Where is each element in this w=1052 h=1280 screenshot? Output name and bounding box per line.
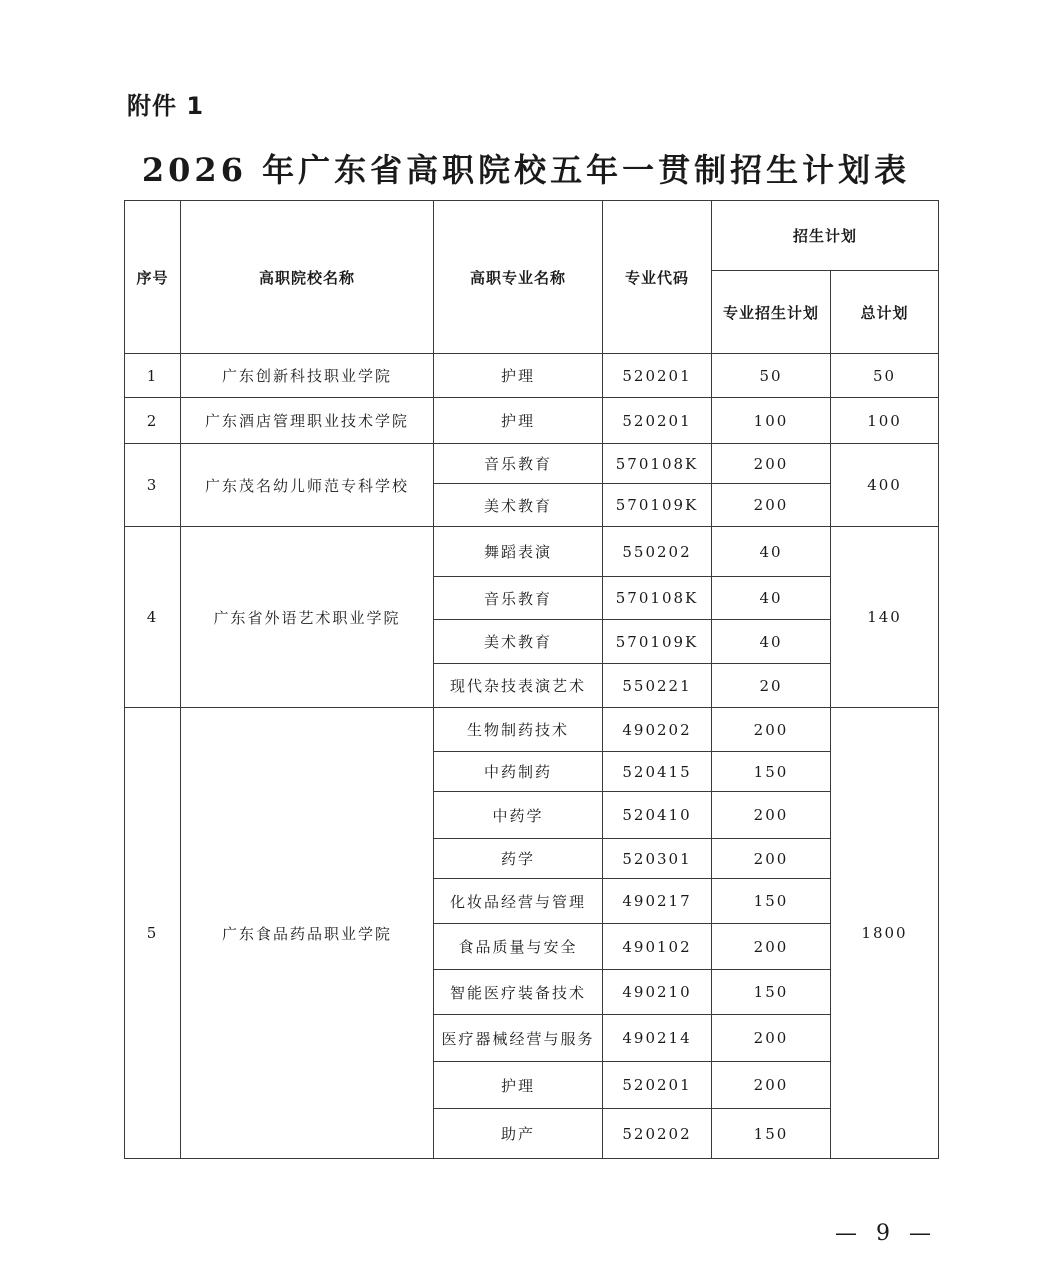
major-name: 智能医疗装备技术 [434, 970, 603, 1015]
major-code: 520201 [603, 1062, 712, 1109]
major-code: 570108K [603, 444, 712, 484]
major-name: 美术教育 [434, 620, 603, 664]
header-major: 高职专业名称 [434, 201, 603, 354]
major-name: 化妆品经营与管理 [434, 879, 603, 924]
major-name: 美术教育 [434, 484, 603, 527]
major-plan: 150 [712, 970, 831, 1015]
major-code: 520202 [603, 1109, 712, 1159]
major-plan: 40 [712, 620, 831, 664]
major-name: 护理 [434, 1062, 603, 1109]
major-name: 中药制药 [434, 752, 603, 792]
school-total: 1800 [831, 708, 939, 1159]
major-plan: 200 [712, 1062, 831, 1109]
major-name: 中药学 [434, 792, 603, 839]
major-code: 550202 [603, 527, 712, 577]
school-name: 广东食品药品职业学院 [181, 708, 434, 1159]
school-index: 4 [125, 527, 181, 708]
major-plan: 200 [712, 924, 831, 970]
major-code: 570108K [603, 577, 712, 620]
school-index: 1 [125, 354, 181, 398]
document-title: 2026 年广东省高职院校五年一贯制招生计划表 [141, 151, 911, 189]
major-plan: 200 [712, 708, 831, 752]
school-index: 3 [125, 444, 181, 527]
major-name: 食品质量与安全 [434, 924, 603, 970]
school-name: 广东省外语艺术职业学院 [181, 527, 434, 708]
major-plan: 200 [712, 792, 831, 839]
school-total: 50 [831, 354, 939, 398]
header-major-plan: 专业招生计划 [712, 271, 831, 354]
table-row [125, 354, 939, 398]
major-name: 助产 [434, 1109, 603, 1159]
table-row [125, 708, 939, 752]
major-plan: 150 [712, 1109, 831, 1159]
major-code: 490214 [603, 1015, 712, 1062]
major-plan: 50 [712, 354, 831, 398]
major-plan: 100 [712, 398, 831, 444]
major-code: 570109K [603, 484, 712, 527]
school-name: 广东酒店管理职业技术学院 [181, 398, 434, 444]
header-total-plan: 总计划 [831, 271, 939, 354]
major-plan: 200 [712, 1015, 831, 1062]
major-name: 护理 [434, 398, 603, 444]
major-name: 现代杂技表演艺术 [434, 664, 603, 708]
table-row [125, 527, 939, 577]
major-code: 490210 [603, 970, 712, 1015]
major-name: 生物制药技术 [434, 708, 603, 752]
major-plan: 200 [712, 484, 831, 527]
school-total: 400 [831, 444, 939, 527]
major-code: 520415 [603, 752, 712, 792]
major-name: 音乐教育 [434, 444, 603, 484]
school-name: 广东创新科技职业学院 [181, 354, 434, 398]
major-name: 医疗器械经营与服务 [434, 1015, 603, 1062]
header-plan-group: 招生计划 [712, 201, 939, 271]
enrollment-plan-table [124, 200, 939, 1159]
attachment-label: 附件 1 [127, 92, 205, 120]
major-name: 舞蹈表演 [434, 527, 603, 577]
major-plan: 200 [712, 839, 831, 879]
school-total: 140 [831, 527, 939, 708]
table-row [125, 444, 939, 484]
school-index: 5 [125, 708, 181, 1159]
major-plan: 150 [712, 879, 831, 924]
major-plan: 200 [712, 444, 831, 484]
header-code: 专业代码 [603, 201, 712, 354]
school-total: 100 [831, 398, 939, 444]
major-code: 520201 [603, 354, 712, 398]
header-school: 高职院校名称 [181, 201, 434, 354]
major-code: 520410 [603, 792, 712, 839]
major-code: 520201 [603, 398, 712, 444]
major-code: 550221 [603, 664, 712, 708]
major-code: 490202 [603, 708, 712, 752]
major-plan: 40 [712, 527, 831, 577]
major-code: 570109K [603, 620, 712, 664]
table-row [125, 398, 939, 444]
major-code: 490102 [603, 924, 712, 970]
major-plan: 150 [712, 752, 831, 792]
major-name: 药学 [434, 839, 603, 879]
major-code: 520301 [603, 839, 712, 879]
major-name: 音乐教育 [434, 577, 603, 620]
major-code: 490217 [603, 879, 712, 924]
major-plan: 20 [712, 664, 831, 708]
school-name: 广东茂名幼儿师范专科学校 [181, 444, 434, 527]
school-index: 2 [125, 398, 181, 444]
major-name: 护理 [434, 354, 603, 398]
page-number: — 9 — [835, 1221, 937, 1246]
header-index: 序号 [125, 201, 181, 354]
major-plan: 40 [712, 577, 831, 620]
